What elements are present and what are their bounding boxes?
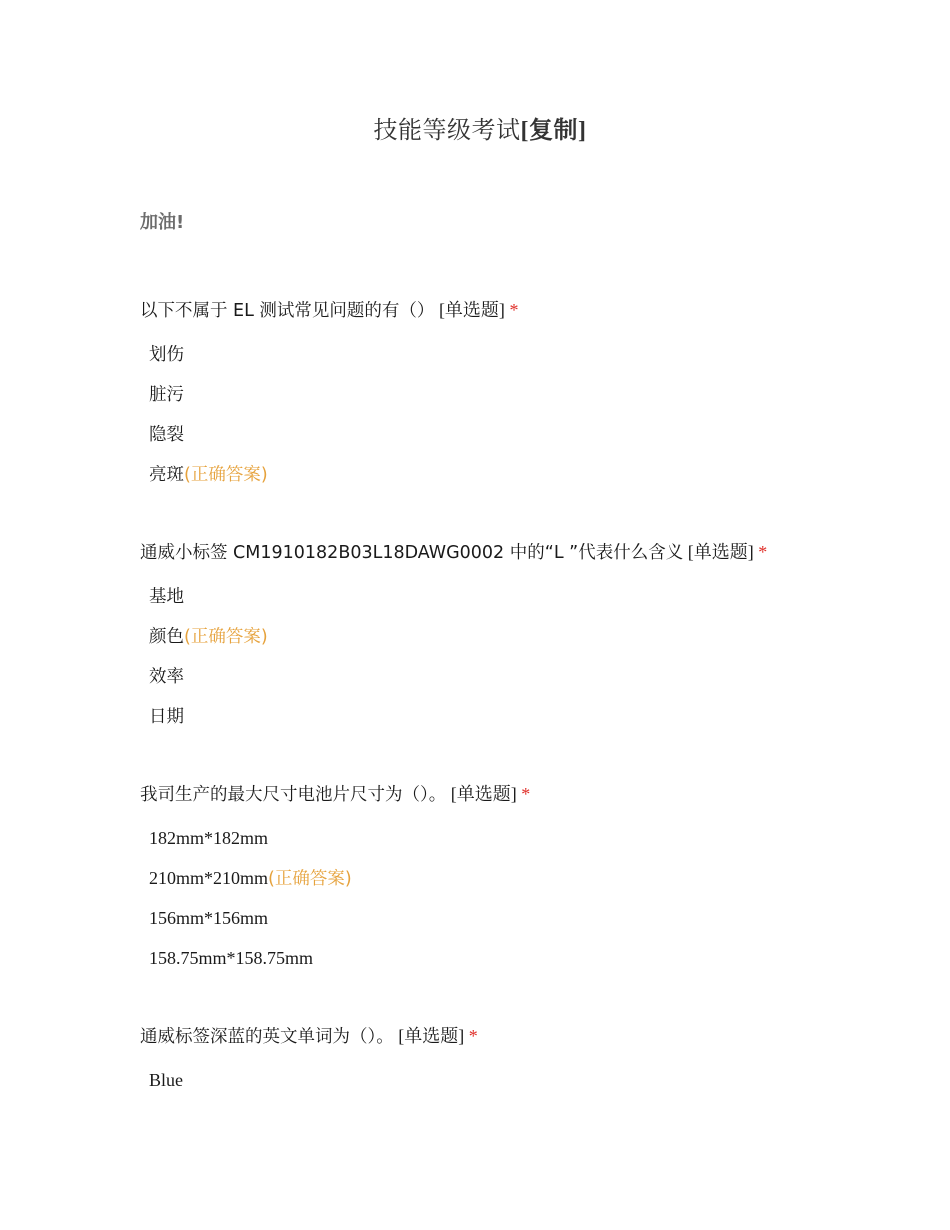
question-text bbox=[140, 539, 840, 566]
required-mark: * bbox=[468, 1026, 478, 1046]
question-1-text: 以下不属于 EL 测试常见问题的有（） bbox=[140, 301, 435, 321]
option-item[interactable] bbox=[140, 825, 840, 865]
option-list bbox=[140, 825, 840, 985]
option-item[interactable] bbox=[140, 1067, 840, 1107]
option-label: 脏污 bbox=[149, 385, 184, 405]
title-suffix: [复制] bbox=[520, 118, 587, 144]
question-1 bbox=[140, 297, 840, 501]
option-label: 效率 bbox=[149, 667, 184, 687]
option-item[interactable] bbox=[140, 583, 840, 623]
title-main: 技能等级考试 bbox=[373, 116, 521, 144]
option-label: 210mm*210mm bbox=[149, 868, 269, 888]
option-item[interactable] bbox=[140, 945, 840, 985]
option-label: 基地 bbox=[149, 587, 184, 607]
question-3 bbox=[140, 781, 840, 985]
question-type-tag: [单选题] bbox=[398, 1026, 465, 1046]
correct-answer-label: (正确答案) bbox=[268, 869, 352, 889]
question-text bbox=[140, 297, 840, 324]
question-4 bbox=[140, 1023, 840, 1107]
question-text bbox=[140, 781, 840, 808]
option-label: 划伤 bbox=[149, 345, 184, 365]
option-label: 颜色 bbox=[149, 627, 184, 647]
question-type-tag: [单选题] bbox=[450, 784, 517, 804]
page-subtitle: 加油! bbox=[140, 212, 185, 233]
correct-answer-label: (正确答案) bbox=[184, 627, 268, 647]
option-item[interactable] bbox=[140, 905, 840, 945]
option-item[interactable] bbox=[140, 703, 840, 743]
required-mark: * bbox=[521, 784, 531, 804]
question-type-tag: [单选题] bbox=[438, 300, 505, 320]
option-list bbox=[140, 341, 840, 501]
option-label: 日期 bbox=[149, 707, 184, 727]
option-list bbox=[140, 1067, 840, 1107]
question-2-text: 通威小标签 CM1910182B03L18DAWG0002 中的“L ”代表什么含义 bbox=[140, 543, 684, 563]
required-mark: * bbox=[758, 542, 768, 562]
option-label: 156mm*156mm bbox=[149, 908, 269, 928]
option-item[interactable] bbox=[140, 341, 840, 381]
option-item[interactable] bbox=[140, 663, 840, 703]
correct-answer-label: (正确答案) bbox=[184, 465, 268, 485]
option-label: 182mm*182mm bbox=[149, 828, 269, 848]
option-label: Blue bbox=[149, 1070, 183, 1090]
option-label: 隐裂 bbox=[149, 425, 184, 445]
question-2 bbox=[140, 539, 840, 743]
option-item[interactable] bbox=[140, 421, 840, 461]
question-type-tag: [单选题] bbox=[687, 542, 754, 562]
page-title bbox=[0, 110, 950, 145]
question-text bbox=[140, 1023, 840, 1050]
option-item[interactable] bbox=[140, 623, 840, 663]
question-3-text: 我司生产的最大尺寸电池片尺寸为（）。 bbox=[140, 785, 447, 805]
required-mark: * bbox=[509, 300, 519, 320]
option-list bbox=[140, 583, 840, 743]
option-label: 158.75mm*158.75mm bbox=[149, 948, 314, 968]
question-4-text: 通威标签深蓝的英文单词为（）。 bbox=[140, 1027, 394, 1047]
option-item[interactable] bbox=[140, 865, 840, 905]
option-label: 亮斑 bbox=[149, 465, 184, 485]
option-item[interactable] bbox=[140, 461, 840, 501]
option-item[interactable] bbox=[140, 381, 840, 421]
